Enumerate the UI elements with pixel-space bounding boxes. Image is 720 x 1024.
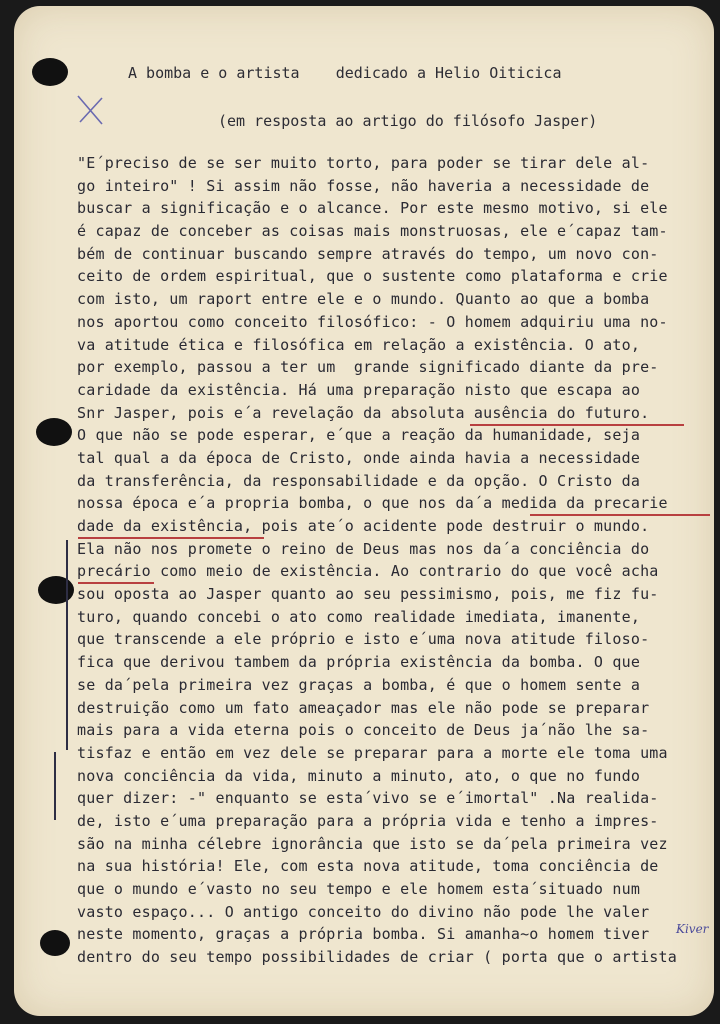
text-line: que o mundo e´vasto no seu tempo e ele homem esta´situado num: [77, 880, 641, 898]
red-underline: [530, 514, 710, 516]
text-line: ceito de ordem espiritual, que o sustente como plataforma e crie: [77, 267, 668, 286]
document-title-line: [128, 64, 562, 82]
text-line: destruição como um fato ameaçador mas ele não pode se preparar: [77, 698, 650, 717]
text-line: buscar a significação e o alcance. Por este mesmo motivo, si ele: [77, 199, 668, 218]
blue-x-mark-icon: [72, 92, 108, 128]
text-line: Snr Jasper, pois e´a revelação da absoluta ausência do futuro.: [77, 403, 650, 422]
text-line: neste momento, graças a própria bomba. Si amanha~o homem tiver: [77, 925, 650, 944]
binder-hole: [38, 576, 74, 604]
text-line: mais para a vida eterna pois o conceito de Deus ja´não lhe sa-: [77, 721, 650, 740]
text-line: é capaz de conceber as coisas mais monstruosas, ele e´capaz tam-: [77, 222, 668, 241]
binder-hole: [32, 58, 68, 86]
text-line: quer dizer: -" enquanto se esta´vivo se e´imortal" .Na realida-: [77, 789, 659, 808]
text-line: sou oposta ao Jasper quanto ao seu pessimismo, pois, me fiz fu-: [77, 585, 659, 604]
margin-bracket-line: [54, 752, 56, 820]
text-line: na sua história! Ele, com esta nova atitude, toma conciência de: [77, 857, 659, 876]
margin-bracket-line: [66, 540, 68, 750]
text-line: va atitude ética e filosófica em relação a existência. O ato,: [77, 335, 641, 354]
text-line: bém de continuar buscando sempre através do tempo, um novo con-: [77, 244, 659, 263]
text-line: O que não se pode esperar, e´que a reação da humanidade, seja: [77, 426, 641, 445]
binder-hole: [40, 930, 70, 956]
red-underline: [470, 424, 684, 426]
text-line: precário como meio de existência. Ao contrario do que você acha: [77, 562, 659, 581]
text-line: com isto, um raport entre ele e o mundo. Quanto ao que a bomba: [77, 290, 650, 309]
text-line: "E´preciso de se ser muito torto, para poder se tirar dele al-: [77, 154, 650, 172]
text-line: dade da existência, pois ate´o acidente pode destruir o mundo.: [77, 517, 650, 535]
document-title: A bomba e o artista: [128, 64, 300, 82]
red-underline: [78, 537, 264, 539]
text-line: Ela não nos promete o reino de Deus mas nos da´a conciência do: [77, 539, 650, 558]
red-underline: [78, 582, 154, 584]
text-line: nova conciência da vida, minuto a minuto, ato, o que no fundo: [77, 766, 641, 785]
text-line: se da´pela primeira vez graças a bomba, é que o homem sente a: [77, 675, 641, 694]
text-line: de, isto e´uma preparação para a própria vida e tenho a impres-: [77, 811, 659, 830]
text-line: fica que derivou tambem da própria existência da bomba. O que: [77, 653, 641, 672]
binder-hole: [36, 418, 72, 446]
document-body: [77, 152, 717, 969]
text-line: da transferência, da responsabilidade e da opção. O Cristo da: [77, 471, 641, 490]
text-line: caridade da existência. Há uma preparação nisto que escapa ao: [77, 380, 641, 399]
text-line: tal qual a da época de Cristo, onde ainda havia a necessidade: [77, 448, 641, 467]
text-line: nos aportou como conceito filosófico: - O homem adquiriu uma no-: [77, 312, 668, 331]
text-line: dentro do seu tempo possibilidades de criar ( porta que o artista: [77, 948, 677, 967]
text-line: tisfaz e então em vez dele se preparar para a morte ele toma uma: [77, 743, 668, 762]
text-line: que transcende a ele próprio e isto e´uma nova atitude filoso-: [77, 630, 650, 649]
text-line: são na minha célebre ignorância que isto se da´pela primeira vez: [77, 834, 668, 853]
text-line: por exemplo, passou a ter um grande significado diante da pre-: [77, 358, 659, 377]
text-line: nossa época e´a propria bomba, o que nos da´a medida da precarie: [77, 494, 668, 513]
text-line: go inteiro" ! Si assim não fosse, não haveria a necessidade de: [77, 176, 650, 195]
text-line: vasto espaço... O antigo conceito do divino não pode lhe valer: [77, 902, 650, 921]
document-subtitle: (em resposta ao artigo do filósofo Jasper): [218, 112, 598, 130]
document-dedication: dedicado a Helio Oiticica: [335, 64, 562, 82]
margin-handwritten-note: Kiver: [676, 922, 709, 936]
text-line: turo, quando concebi o ato como realidade imediata, imanente,: [77, 607, 641, 626]
